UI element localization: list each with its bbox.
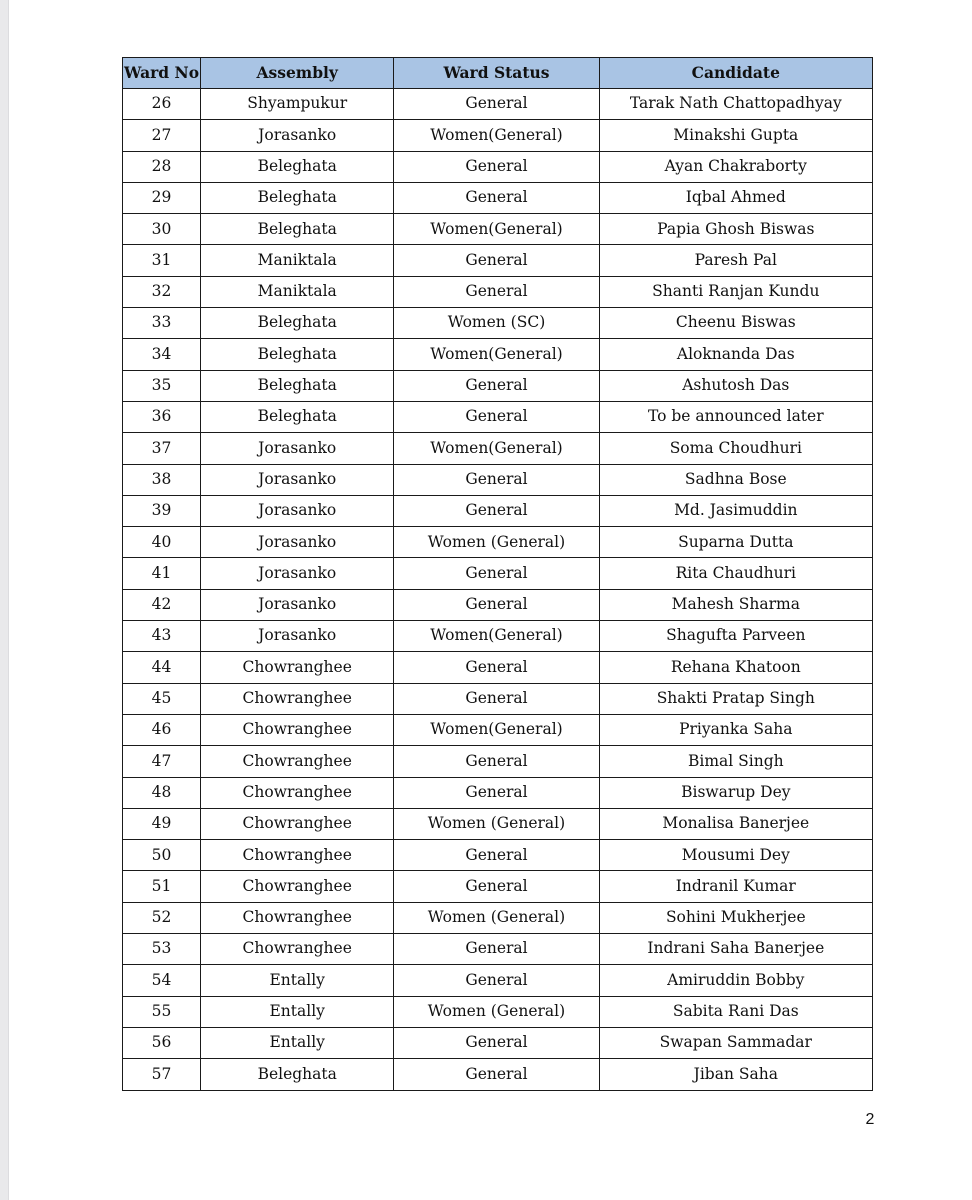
assembly-cell: Jorasanko: [201, 589, 394, 620]
table-row: [123, 527, 873, 558]
table-row: [123, 433, 873, 464]
table-row: [123, 902, 873, 933]
header-candidate: Candidate: [599, 58, 872, 89]
ward-status-cell: General: [394, 370, 599, 401]
table-row: [123, 621, 873, 652]
candidate-cell: Paresh Pal: [599, 245, 872, 276]
ward-no-cell: 37: [123, 433, 201, 464]
assembly-cell: Jorasanko: [201, 464, 394, 495]
candidate-cell: Minakshi Gupta: [599, 120, 872, 151]
table-row: [123, 996, 873, 1027]
candidate-cell: Shakti Pratap Singh: [599, 683, 872, 714]
candidate-cell: Bimal Singh: [599, 746, 872, 777]
table-row: [123, 934, 873, 965]
ward-status-cell: Women(General): [394, 120, 599, 151]
ward-no-cell: 54: [123, 965, 201, 996]
assembly-cell: Chowranghee: [201, 777, 394, 808]
candidate-cell: Mousumi Dey: [599, 840, 872, 871]
header-assembly: Assembly: [201, 58, 394, 89]
ward-status-cell: General: [394, 151, 599, 182]
candidate-cell: Papia Ghosh Biswas: [599, 214, 872, 245]
ward-status-cell: General: [394, 746, 599, 777]
table-row: [123, 151, 873, 182]
table-row: [123, 714, 873, 745]
ward-no-cell: 50: [123, 840, 201, 871]
table-row: [123, 339, 873, 370]
ward-no-cell: 40: [123, 527, 201, 558]
ward-status-cell: General: [394, 683, 599, 714]
candidate-cell: Biswarup Dey: [599, 777, 872, 808]
table-row: [123, 808, 873, 839]
ward-status-cell: General: [394, 495, 599, 526]
table-body: [123, 89, 873, 1091]
ward-no-cell: 28: [123, 151, 201, 182]
table-row: [123, 182, 873, 213]
ward-status-cell: General: [394, 840, 599, 871]
ward-status-cell: Women (General): [394, 996, 599, 1027]
candidate-cell: Iqbal Ahmed: [599, 182, 872, 213]
ward-candidate-table: [122, 57, 873, 1091]
table-row: [123, 871, 873, 902]
ward-no-cell: 45: [123, 683, 201, 714]
assembly-cell: Beleghata: [201, 401, 394, 432]
candidate-cell: Cheenu Biswas: [599, 308, 872, 339]
assembly-cell: Maniktala: [201, 276, 394, 307]
assembly-cell: Jorasanko: [201, 495, 394, 526]
candidate-cell: Sohini Mukherjee: [599, 902, 872, 933]
ward-status-cell: General: [394, 934, 599, 965]
ward-status-cell: General: [394, 558, 599, 589]
candidate-cell: Indrani Saha Banerjee: [599, 934, 872, 965]
ward-no-cell: 56: [123, 1027, 201, 1058]
table-row: [123, 214, 873, 245]
candidate-cell: Soma Choudhuri: [599, 433, 872, 464]
table-row: [123, 245, 873, 276]
assembly-cell: Beleghata: [201, 214, 394, 245]
ward-status-cell: Women(General): [394, 621, 599, 652]
ward-no-cell: 41: [123, 558, 201, 589]
assembly-cell: Chowranghee: [201, 871, 394, 902]
assembly-cell: Entally: [201, 1027, 394, 1058]
table-row: [123, 401, 873, 432]
header-ward-status: Ward Status: [394, 58, 599, 89]
assembly-cell: Beleghata: [201, 370, 394, 401]
ward-status-cell: General: [394, 871, 599, 902]
ward-no-cell: 53: [123, 934, 201, 965]
assembly-cell: Entally: [201, 965, 394, 996]
ward-no-cell: 38: [123, 464, 201, 495]
ward-status-cell: Women (General): [394, 527, 599, 558]
ward-no-cell: 29: [123, 182, 201, 213]
assembly-cell: Beleghata: [201, 182, 394, 213]
table-row: [123, 840, 873, 871]
ward-status-cell: Women(General): [394, 433, 599, 464]
ward-no-cell: 36: [123, 401, 201, 432]
candidate-cell: Jiban Saha: [599, 1059, 872, 1090]
ward-no-cell: 42: [123, 589, 201, 620]
table-row: [123, 777, 873, 808]
table-row: [123, 308, 873, 339]
page-number: 2: [865, 1111, 875, 1128]
ward-status-cell: Women (General): [394, 902, 599, 933]
candidate-cell: Suparna Dutta: [599, 527, 872, 558]
candidate-cell: Priyanka Saha: [599, 714, 872, 745]
ward-no-cell: 55: [123, 996, 201, 1027]
ward-no-cell: 47: [123, 746, 201, 777]
ward-no-cell: 39: [123, 495, 201, 526]
table-row: [123, 464, 873, 495]
candidate-cell: Sadhna Bose: [599, 464, 872, 495]
candidate-cell: Ayan Chakraborty: [599, 151, 872, 182]
ward-no-cell: 35: [123, 370, 201, 401]
table-row: [123, 558, 873, 589]
table-row: [123, 965, 873, 996]
assembly-cell: Chowranghee: [201, 683, 394, 714]
ward-no-cell: 46: [123, 714, 201, 745]
ward-status-cell: Women(General): [394, 714, 599, 745]
candidate-cell: Amiruddin Bobby: [599, 965, 872, 996]
table-row: [123, 120, 873, 151]
ward-status-cell: Women(General): [394, 214, 599, 245]
ward-no-cell: 52: [123, 902, 201, 933]
ward-no-cell: 33: [123, 308, 201, 339]
ward-no-cell: 49: [123, 808, 201, 839]
candidate-cell: Swapan Sammadar: [599, 1027, 872, 1058]
table-row: [123, 1027, 873, 1058]
assembly-cell: Maniktala: [201, 245, 394, 276]
table-row: [123, 652, 873, 683]
table-header: [123, 58, 873, 89]
table-row: [123, 1059, 873, 1090]
assembly-cell: Chowranghee: [201, 902, 394, 933]
table-row: [123, 276, 873, 307]
candidate-cell: Rita Chaudhuri: [599, 558, 872, 589]
candidate-cell: Sabita Rani Das: [599, 996, 872, 1027]
ward-status-cell: General: [394, 89, 599, 120]
candidate-cell: Shagufta Parveen: [599, 621, 872, 652]
ward-no-cell: 26: [123, 89, 201, 120]
ward-no-cell: 43: [123, 621, 201, 652]
header-ward-no: Ward No: [123, 58, 201, 89]
ward-status-cell: General: [394, 652, 599, 683]
ward-no-cell: 30: [123, 214, 201, 245]
ward-no-cell: 32: [123, 276, 201, 307]
ward-status-cell: Women(General): [394, 339, 599, 370]
assembly-cell: Chowranghee: [201, 714, 394, 745]
assembly-cell: Beleghata: [201, 1059, 394, 1090]
assembly-cell: Beleghata: [201, 151, 394, 182]
ward-no-cell: 27: [123, 120, 201, 151]
candidate-cell: Mahesh Sharma: [599, 589, 872, 620]
candidate-cell: Monalisa Banerjee: [599, 808, 872, 839]
ward-no-cell: 31: [123, 245, 201, 276]
ward-no-cell: 51: [123, 871, 201, 902]
assembly-cell: Shyampukur: [201, 89, 394, 120]
ward-status-cell: General: [394, 276, 599, 307]
ward-status-cell: General: [394, 777, 599, 808]
table-row: [123, 589, 873, 620]
assembly-cell: Chowranghee: [201, 746, 394, 777]
table-row: [123, 89, 873, 120]
ward-status-cell: Women (SC): [394, 308, 599, 339]
page-left-edge: [0, 0, 9, 1200]
ward-no-cell: 34: [123, 339, 201, 370]
assembly-cell: Beleghata: [201, 339, 394, 370]
candidate-cell: Indranil Kumar: [599, 871, 872, 902]
candidate-cell: Tarak Nath Chattopadhyay: [599, 89, 872, 120]
assembly-cell: Jorasanko: [201, 433, 394, 464]
assembly-cell: Chowranghee: [201, 652, 394, 683]
ward-status-cell: General: [394, 1027, 599, 1058]
ward-status-cell: General: [394, 589, 599, 620]
table-row: [123, 746, 873, 777]
assembly-cell: Beleghata: [201, 308, 394, 339]
header-row: [123, 58, 873, 89]
ward-no-cell: 48: [123, 777, 201, 808]
ward-no-cell: 44: [123, 652, 201, 683]
candidate-cell: Aloknanda Das: [599, 339, 872, 370]
ward-status-cell: General: [394, 1059, 599, 1090]
ward-status-cell: General: [394, 182, 599, 213]
ward-no-cell: 57: [123, 1059, 201, 1090]
table-row: [123, 370, 873, 401]
assembly-cell: Chowranghee: [201, 808, 394, 839]
candidate-cell: Shanti Ranjan Kundu: [599, 276, 872, 307]
candidate-cell: To be announced later: [599, 401, 872, 432]
candidate-cell: Ashutosh Das: [599, 370, 872, 401]
ward-status-cell: Women (General): [394, 808, 599, 839]
assembly-cell: Chowranghee: [201, 840, 394, 871]
table-row: [123, 495, 873, 526]
ward-status-cell: General: [394, 965, 599, 996]
candidate-cell: Md. Jasimuddin: [599, 495, 872, 526]
table-row: [123, 683, 873, 714]
ward-status-cell: General: [394, 245, 599, 276]
assembly-cell: Chowranghee: [201, 934, 394, 965]
ward-status-cell: General: [394, 464, 599, 495]
candidate-cell: Rehana Khatoon: [599, 652, 872, 683]
ward-status-cell: General: [394, 401, 599, 432]
assembly-cell: Jorasanko: [201, 621, 394, 652]
assembly-cell: Jorasanko: [201, 120, 394, 151]
assembly-cell: Entally: [201, 996, 394, 1027]
assembly-cell: Jorasanko: [201, 527, 394, 558]
assembly-cell: Jorasanko: [201, 558, 394, 589]
